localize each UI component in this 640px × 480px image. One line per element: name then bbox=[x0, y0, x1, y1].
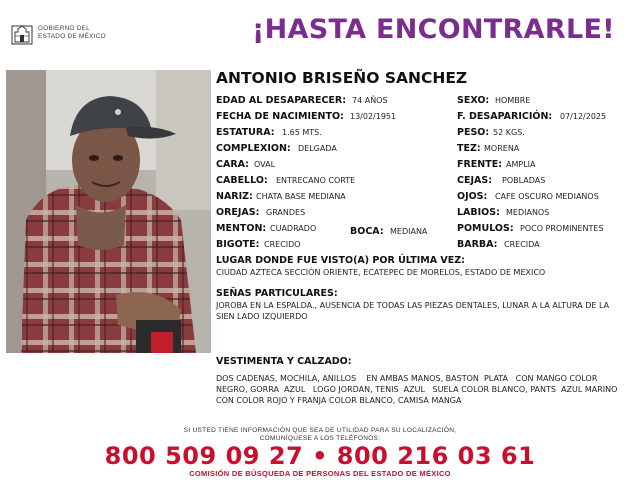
estatura-value: 1.65 MTS. bbox=[282, 128, 322, 137]
cara-value: OVAL bbox=[254, 160, 276, 169]
labios-label: LABIOS: bbox=[457, 207, 500, 218]
phone-numbers: 800 509 09 27 • 800 216 03 61 bbox=[104, 442, 536, 470]
bigote-label: BIGOTE: bbox=[216, 239, 260, 250]
ojos-label: OJOS: bbox=[457, 191, 488, 202]
state-seal-icon bbox=[10, 22, 34, 46]
cejas-label: CEJAS: bbox=[457, 175, 492, 186]
particular-label: SEÑAS PARTICULARES: bbox=[216, 288, 338, 299]
edad-value: 74 AÑOS bbox=[352, 96, 388, 105]
clothing-value: DOS CADENAS, MOCHILA, ANILLOS EN AMBAS MANOS, BASTON PLATA CON MANGO COLOR NEGRO, GORRA AZUL LOGO JORDAN, TENIS AZUL SUELA COLOR BLANCO, PANTS AZUL MARINO CON COLOR ROJO Y FRANJA COLOR BLANCO, CAMISA MANGA bbox=[216, 374, 626, 405]
cabello-label: CABELLO: bbox=[216, 175, 268, 186]
person-name: ANTONIO BRISEÑO SANCHEZ bbox=[216, 69, 468, 87]
tez-value: MORENA bbox=[484, 144, 520, 153]
nacimiento-value: 13/02/1951 bbox=[350, 112, 397, 121]
footer-note-line-2: COMUNÍQUESE A LOS TELÉFONOS: bbox=[259, 435, 381, 442]
footer-note bbox=[0, 427, 640, 443]
person-photo bbox=[6, 70, 211, 353]
menton-label: MENTON: bbox=[216, 223, 267, 234]
cejas-value: POBLADAS bbox=[502, 176, 546, 185]
tez-label: TEZ: bbox=[457, 143, 481, 154]
gov-line-1: GOBIERNO DEL bbox=[38, 25, 90, 32]
estatura-label: ESTATURA: bbox=[216, 127, 275, 138]
pomulos-value: POCO PROMINENTES bbox=[520, 224, 604, 233]
sexo-label: SEXO: bbox=[457, 95, 490, 106]
complexion-label: COMPLEXION: bbox=[216, 143, 291, 154]
government-logo bbox=[10, 22, 120, 46]
menton-value: CUADRADO bbox=[270, 224, 317, 233]
barba-value: CRECIDA bbox=[504, 240, 540, 249]
nacimiento-label: FECHA DE NACIMIENTO: bbox=[216, 111, 344, 122]
bigote-value: CRECIDO bbox=[264, 240, 301, 249]
ojos-value: CAFE OSCURO MEDIANOS bbox=[495, 192, 599, 201]
last-seen-value: CIUDAD AZTECA SECCIÓN ORIENTE, ECATEPEC DE MORELOS, ESTADO DE MEXICO bbox=[216, 268, 546, 277]
peso-value: 52 KGS. bbox=[493, 128, 525, 137]
edad-label: EDAD AL DESAPARECER: bbox=[216, 95, 347, 106]
complexion-value: DELGADA bbox=[298, 144, 337, 153]
sexo-value: HOMBRE bbox=[495, 96, 531, 105]
last-seen-label: LUGAR DONDE FUE VISTO(A) POR ÚLTIMA VEZ: bbox=[216, 255, 465, 266]
frente-value: AMPLIA bbox=[506, 160, 536, 169]
clothing-label: VESTIMENTA Y CALZADO: bbox=[216, 356, 352, 367]
commission-name: COMISIÓN DE BÚSQUEDA DE PERSONAS DEL ESTADO DE MÉXICO bbox=[189, 469, 451, 478]
person-photo-illustration bbox=[6, 70, 211, 353]
desaparicion-label: F. DESAPARICIÓN: bbox=[457, 111, 553, 122]
pomulos-label: POMULOS: bbox=[457, 223, 514, 234]
peso-label: PESO: bbox=[457, 127, 490, 138]
labios-value: MEDIANOS bbox=[506, 208, 550, 217]
nariz-label: NARIZ: bbox=[216, 191, 253, 202]
boca-label: BOCA: bbox=[350, 226, 384, 237]
headline: ¡HASTA ENCONTRARLE! bbox=[252, 14, 615, 45]
nariz-value: CHATA BASE MEDIANA bbox=[256, 192, 346, 201]
boca-value: MEDIANA bbox=[390, 227, 428, 236]
desaparicion-value: 07/12/2025 bbox=[560, 112, 607, 121]
gov-line-2: ESTADO DE MÉXICO bbox=[38, 33, 106, 40]
cara-label: CARA: bbox=[216, 159, 249, 170]
cabello-value: ENTRECANO CORTE bbox=[276, 176, 356, 185]
frente-label: FRENTE: bbox=[457, 159, 503, 170]
barba-label: BARBA: bbox=[457, 239, 498, 250]
orejas-label: OREJAS: bbox=[216, 207, 260, 218]
particular-value: JOROBA EN LA ESPALDA., AUSENCIA DE TODAS LAS PIEZAS DENTALES, LUNAR A LA ALTURA DE LA SIEN LADO IZQUIERDO bbox=[216, 301, 610, 321]
orejas-value: GRANDES bbox=[266, 208, 306, 217]
footer-note-line-1: SI USTED TIENE INFORMACIÓN QUE SEA DE UTILIDAD PARA SU LOCALIZACIÓN, bbox=[183, 427, 457, 434]
